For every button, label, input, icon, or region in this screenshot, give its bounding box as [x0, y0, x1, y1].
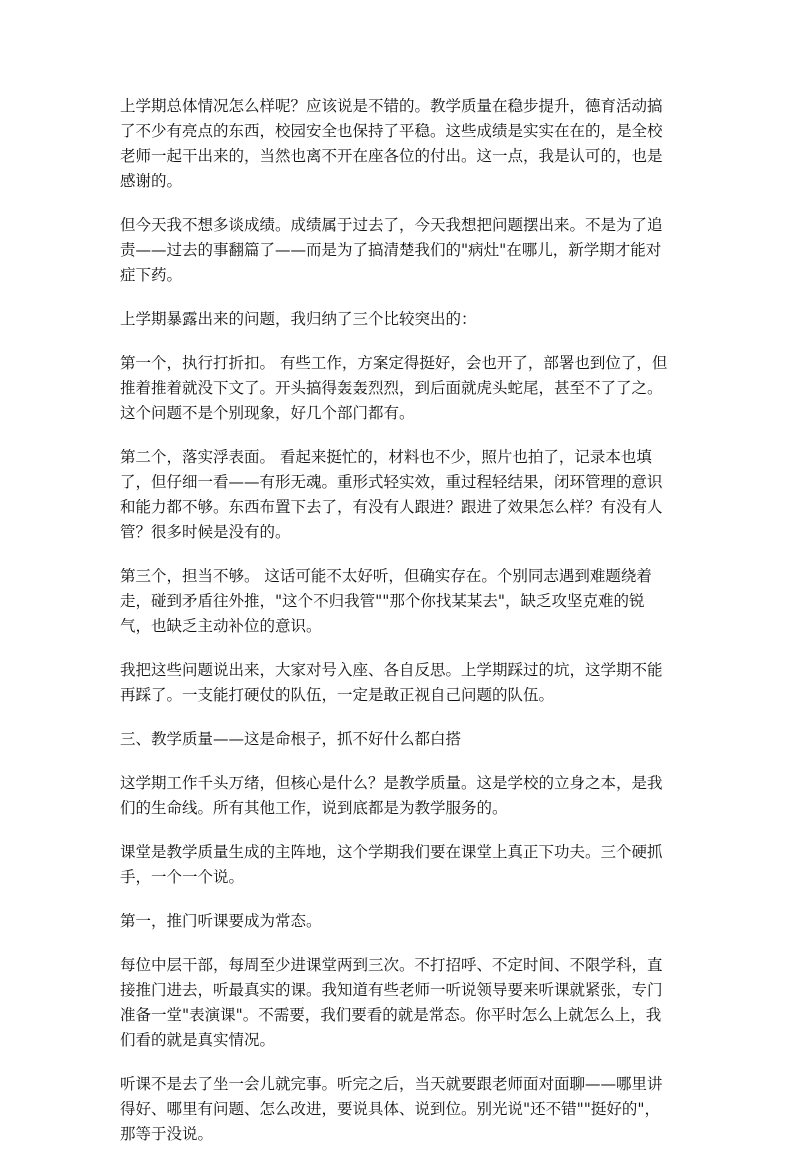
paragraph-reflection: 我把这些问题说出来，大家对号入座、各自反思。上学期踩过的坑，这学期不能再踩了。一支能打硬仗的队伍，一定是敢正视自己问题的队伍。 [120, 661, 663, 704]
paragraph-problem-one: 第一个，执行打折扣。 有些工作，方案定得挺好，会也开了，部署也到位了，但推着推着就没下文了。开头搞得轰轰烈烈，到后面就虎头蛇尾，甚至不了了之。这个问题不是个别现象，好几个部门都有。 [120, 354, 668, 422]
paragraph-overall-situation: 上学期总体情况怎么样呢？应该说是不错的。教学质量在稳步提升，德育活动搞了不少有亮点的东西，校园安全也保持了平稳。这些成绩是实实在在的，是全校老师一起干出来的，当然也离不开在座各位的付出。这一点，我是认可的，也是感谢的。 [120, 97, 663, 190]
paragraph-observation: 每位中层干部，每周至少进课堂两到三次。不打招呼、不定时间、不限学科，直接推门进去，听最真实的课。我知道有些老师一听说领导要来听课就紧张，专门准备一堂"表演课"。不需要，我们要看的就是常态。你平时怎么上就怎么上，我们看的就是真实情况。 [120, 956, 663, 1049]
section-heading-teaching-quality: 三、教学质量——这是命根子，抓不好什么都白搭 [120, 730, 462, 748]
paragraph-teaching-core: 这学期工作千头万绪，但核心是什么？是教学质量。这是学校的立身之本，是我们的生命线。所有其他工作，说到底都是为教学服务的。 [120, 774, 663, 817]
paragraph-problems-intro: 但今天我不想多谈成绩。成绩属于过去了，今天我想把问题摆出来。不是为了追责——过去的事翻篇了——而是为了搞清楚我们的"病灶"在哪儿，新学期才能对症下药。 [120, 216, 663, 284]
paragraph-feedback: 听课不是去了坐一会儿就完事。听完之后，当天就要跟老师面对面聊——哪里讲得好、哪里有问题、怎么改进，要说具体、说到位。别光说"还不错""挺好的"，那等于没说。 [120, 1075, 663, 1143]
paragraph-problems-summary: 上学期暴露出来的问题，我归纳了三个比较突出的： [120, 310, 477, 328]
document-body [120, 94, 675, 1166]
paragraph-problem-three: 第三个，担当不够。 这话可能不太好听，但确实存在。个别同志遇到难题绕着走，碰到矛盾往外推，"这个不归我管""那个你找某某去"，缺乏攻坚克难的锐气，也缺乏主动补位的意识。 [120, 567, 652, 635]
paragraph-problem-two: 第二个，落实浮表面。 看起来挺忙的，材料也不少，照片也拍了，记录本也填了，但仔细一看——有形无魂。重形式轻实效，重过程轻结果，闭环管理的意识和能力都不够。东西布置下去了，有没有人跟进？跟进了效果怎么样？有没有人管？很多时候是没有的。 [120, 448, 663, 541]
paragraph-point-one: 第一，推门听课要成为常态。 [120, 912, 322, 930]
paragraph-classroom: 课堂是教学质量生成的主阵地，这个学期我们要在课堂上真正下功夫。三个硬抓手，一个一个说。 [120, 843, 663, 886]
